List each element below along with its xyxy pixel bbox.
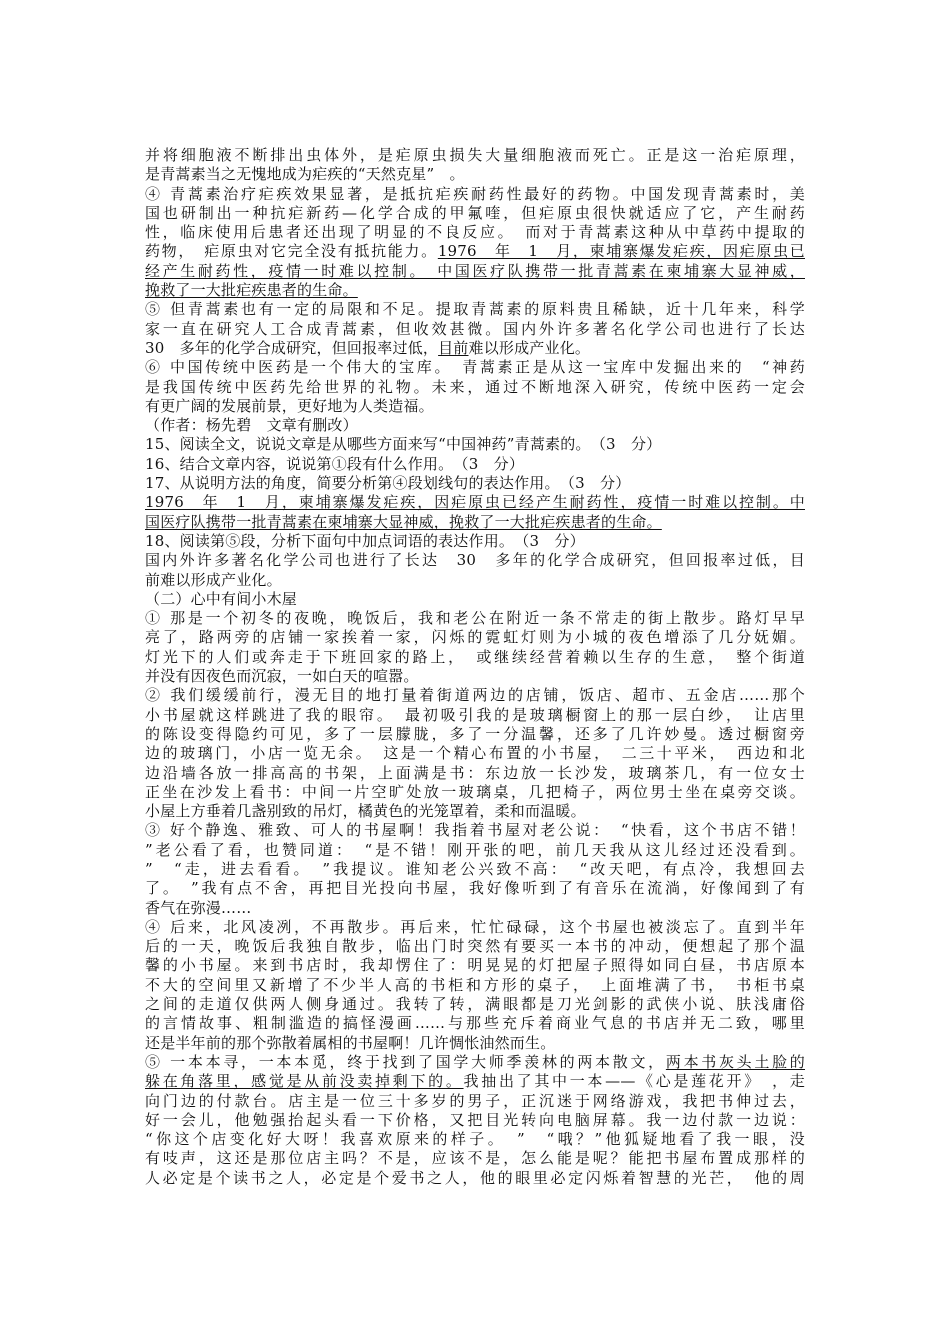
text-line: 灯光下的人们或奔走于下班回家的路上， 或继续经营着赖以生存的生意， 整个街道 [145, 647, 805, 666]
text-span: 我抽出了其中一本——《心是莲花开》 ，走 [463, 1072, 805, 1091]
underlined-text: 挽救了一大批疟疾患者的生命。 [145, 281, 358, 300]
text-line: 的言情故事、粗制滥造的搞怪漫画……与那些充斥着商业气息的书店并无二致，哪里 [145, 1014, 805, 1033]
text-line: 之间的走道仅供两人侧身通过。我转了转，满眼都是刀光剑影的武侠小说、肤浅庸俗 [145, 995, 805, 1014]
text-line: 17、从说明方法的角度，简要分析第④段划线句的表达作用。 （3 分） [145, 474, 631, 493]
text-line: ① 那是一个初冬的夜晚，晚饭后，我和老公在附近一条不常走的街上散步。路灯早早 [145, 609, 805, 628]
text-line: （作者：杨先碧 文章有删改） [145, 416, 358, 435]
underlined-text: 经产生耐药性，疫情一时难以控制。 中国医疗队携带一批青蒿素在柬埔寨大显神威， [145, 261, 805, 280]
text-line: 并没有因夜色而沉寂，一如白天的喧嚣。 [145, 667, 419, 686]
underlined-text: 1976 年 1 月，柬埔寨爆发疟疾，因疟原虫已经产生耐药性，疫情一时难以控制。中 [145, 493, 805, 512]
text-line: 不大的空间里又新增了不少半人高的书柜和方形的桌子， 上面堆满了书， 书柜书桌 [145, 975, 805, 994]
text-line [145, 1053, 805, 1072]
text-span: ⑤ 一本本寻，一本本觅，终于找到了国学大师季羡林的两本散文， [145, 1052, 666, 1071]
text-line: 边沿墙各放一排高高的书架，上面满是书：东边放一长沙发，玻璃茶几，有一位女士 [145, 763, 805, 782]
text-line: “你这个店变化好大呀！我喜欢原来的样子。 ” “哦？”他狐疑地看了我一眼，没 [145, 1130, 805, 1149]
text-line: 有吱声，这还是那位店主吗？不是，应该不是，怎么能是呢？能把书屋布置成那样的 [145, 1149, 805, 1168]
document-page [145, 146, 805, 1188]
text-line: 亮了，路两旁的店铺一家挨着一家，闪烁的霓虹灯则为小城的夜色增添了几分妩媚。 [145, 628, 805, 647]
text-line: 馨的小书屋。来到书店时，我却愣住了：明晃晃的灯把屋子照得如同白昼，书店原本 [145, 956, 805, 975]
text-line: ” “走，进去看看。 ”我提议。谁知老公兴致不高： “改天吧，有点冷，我想回去 [145, 859, 805, 878]
text-line: ⑥ 中国传统中医药是一个伟大的宝库。 青蒿素正是从这一宝库中发掘出来的 “神药 [145, 358, 805, 377]
text-span: 30 多年的化学合成研究，但回报率过低， [145, 338, 439, 357]
text-line: 还是半年前的那个弥散着属相的书屋啊！几许惆怅油然而生。 [145, 1033, 556, 1052]
text-line [145, 242, 805, 261]
text-line: 是我国传统中医药先给世界的礼物。未来，通过不断地深入研究，传统中医药一定会 [145, 377, 805, 396]
underlined-text: 1976 年 1 月，柬埔寨爆发疟疾，因疟原虫已 [437, 242, 805, 261]
text-line [145, 513, 805, 532]
text-line: 国也研制出一种抗疟新药—化学合成的甲氟喹，但疟原虫很快就适应了它，产生耐药 [145, 203, 805, 222]
underlined-text: 目前 [438, 338, 469, 357]
text-span: 药物， 疟原虫对它完全没有抵抗能力。 [145, 242, 438, 261]
text-line: 家一直在研究人工合成青蒿素，但收效甚微。国内外许多著名化学公司也进行了长达 [145, 319, 805, 338]
text-line: 小屋上方垂着几盏别致的吊灯，橘黄色的光笼罩着，柔和而温暖。 [145, 802, 586, 821]
text-line: ⑤ 但青蒿素也有一定的局限和不足。提取青蒿素的原料贵且稀缺，近十几年来，科学 [145, 300, 805, 319]
text-line: 前难以形成产业化。 [145, 570, 282, 589]
text-line: （二）心中有间小木屋 [145, 589, 298, 608]
text-line: 国内外许多著名化学公司也进行了长达 30 多年的化学合成研究，但回报率过低，目 [145, 551, 805, 570]
text-line: 16、结合文章内容，说说第①段有什么作用。 （3 分） [145, 454, 525, 473]
text-line [145, 1072, 805, 1091]
text-line: 了。 ”我有点不舍，再把目光投向书屋，我好像听到了有音乐在流淌，好像闻到了有 [145, 879, 805, 898]
text-line [145, 262, 805, 281]
text-line: 小书屋就这样跳进了我的眼帘。 最初吸引我的是玻璃橱窗上的那一层白纱， 让店里 [145, 705, 805, 724]
text-line: 18、阅读第⑤段，分析下面句中加点词语的表达作用。 （3 分） [145, 531, 585, 550]
text-line [145, 339, 805, 358]
text-line: 向门边的付款台。店主是一位三十多岁的男子，正沉迷于网络游戏，我把书伸过去， [145, 1091, 805, 1110]
underlined-text: 躲在角落里，感觉是从前没卖掉剩下的。 [145, 1072, 464, 1091]
text-line: ”老公看了看，也赞同道： “是不错！刚开张的吧，前几天我从这儿经过还没看到。 [145, 840, 805, 859]
text-line: 香气在弥漫…… [145, 898, 252, 917]
text-line: ③ 好个静逸、雅致、可人的书屋啊！我指着书屋对老公说： “快看，这个书店不错！ [145, 821, 805, 840]
text-line: 边的玻璃门，小店一览无余。 这是一个精心布置的小书屋， 二三十平米， 西边和北 [145, 744, 805, 763]
underlined-text: 两本书灰头土脸的 [665, 1052, 805, 1071]
text-line: 是青蒿素当之无愧地成为疟疾的“天然克星” 。 [145, 165, 465, 184]
text-line: ② 我们缓缓前行，漫无目的地打量着街道两边的店铺，饭店、超市、五金店……那个 [145, 686, 805, 705]
text-line: 正坐在沙发上看书：中间一片空旷处放一玻璃桌，几把椅子，两位男士坐在桌旁交谈。 [145, 782, 805, 801]
text-line: 好一会儿，他勉强抬起头看一下价格，又把目光转向电脑屏幕。我一边付款一边说： [145, 1110, 805, 1129]
text-line [145, 281, 805, 300]
text-line: 后的一天，晚饭后我独自散步，临出门时突然有要买一本书的冲动，便想起了那个温 [145, 937, 805, 956]
text-line: 的陈设变得隐约可见，多了一层朦胧，多了一分温馨，还多了几许妙曼。透过橱窗旁 [145, 724, 805, 743]
text-line: 15、阅读全文，说说文章是从哪些方面来写“中国神药”青蒿素的。 （3 分） [145, 435, 662, 454]
text-line: ④ 青蒿素治疗疟疾效果显著，是抵抗疟疾耐药性最好的药物。中国发现青蒿素时，美 [145, 184, 805, 203]
text-line: 性，临床使用后患者还出现了明显的不良反应。 而对于青蒿素这种从中草药中提取的 [145, 223, 805, 242]
text-span: 难以形成产业化。 [468, 338, 591, 357]
text-line: ④ 后来，北风凌冽，不再散步。再后来，忙忙碌碌，这个书屋也被淡忘了。直到半年 [145, 917, 805, 936]
text-line: 有更广阔的发展前景，更好地为人类造福。 [145, 396, 434, 415]
underlined-text: 国医疗队携带一批青蒿素在柬埔寨大显神威，挽救了一大批疟疾患者的生命。 [145, 512, 662, 531]
text-line: 人必定是个读书之人，必定是个爱书之人，他的眼里必定闪烁着智慧的光芒， 他的周 [145, 1168, 805, 1187]
text-line [145, 493, 805, 512]
text-line: 并将细胞液不断排出虫体外，是疟原虫损失大量细胞液而死亡。正是这一治疟原理， [145, 146, 805, 164]
